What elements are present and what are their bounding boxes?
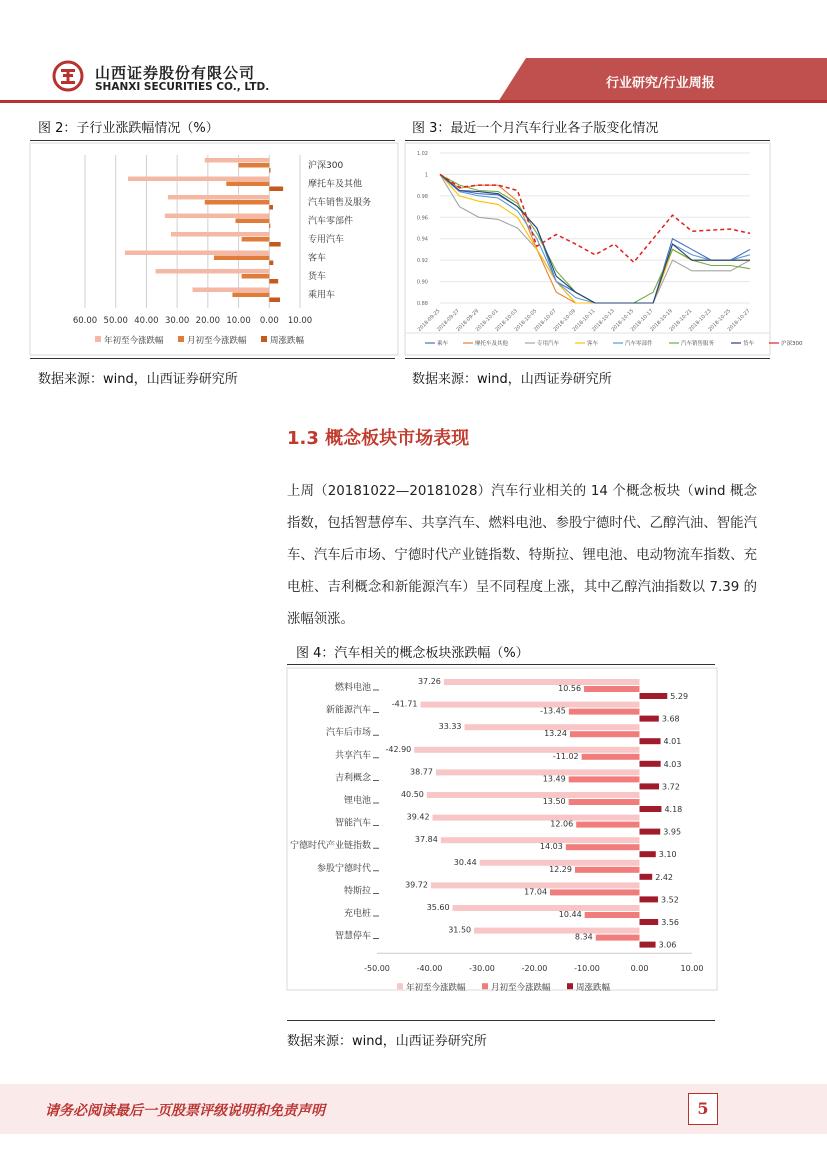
figure4-bar xyxy=(584,686,639,692)
figure2-legend-label: 周涨跌幅 xyxy=(270,336,305,346)
figure3-y-tick: 0.96 xyxy=(416,215,428,222)
figure3-bottom-rule xyxy=(405,358,770,359)
figure4-category-label: 燃料电池 xyxy=(334,683,371,693)
figure3-legend-label: 汽车销售服务 xyxy=(681,341,715,347)
figure2-x-tick: 10.00 xyxy=(226,316,251,326)
figure3-x-tick: 2018-10-05 xyxy=(513,308,539,333)
figure4-bar xyxy=(640,806,662,812)
figure4-data-label: 3.10 xyxy=(658,850,677,860)
figure4-bar xyxy=(427,792,640,798)
figure4-bar xyxy=(421,702,640,708)
figure3-x-tick: 2018-10-11 xyxy=(571,308,597,333)
figure4-bar xyxy=(640,716,659,722)
figure3-x-tick: 2018-09-29 xyxy=(455,308,481,333)
company-name-cn: 山西证券股份有限公司 xyxy=(95,64,256,82)
figure2-bar xyxy=(193,288,270,293)
figure4-bar xyxy=(640,693,668,699)
figure4-data-label: 12.29 xyxy=(549,864,572,874)
figure3-chart xyxy=(405,143,803,355)
figure2-legend-swatch xyxy=(261,336,267,342)
figure4-x-tick: 0.00 xyxy=(630,964,649,974)
figure2-bar xyxy=(214,256,269,261)
figure2-bar xyxy=(239,163,270,168)
figure4-bar xyxy=(570,731,640,737)
figure3-x-tick: 2018-10-27 xyxy=(726,308,752,333)
figure4-data-label: -41.71 xyxy=(391,699,418,709)
figure4-category-label: 汽车后市场 xyxy=(325,728,371,739)
figure2-x-tick: 50.00 xyxy=(103,316,128,326)
figure2-bar xyxy=(128,177,269,182)
figure4-bar xyxy=(550,889,639,895)
figure4-bar xyxy=(640,829,661,835)
figure4-data-label: 4.01 xyxy=(663,737,682,747)
figure3-y-tick: 0.92 xyxy=(416,258,428,265)
figure4-bar xyxy=(569,709,640,715)
figure4-bar xyxy=(640,896,658,902)
figure3-legend-label: 货车 xyxy=(743,341,755,347)
figure2-x-tick: 10.00 xyxy=(287,316,313,326)
figure4-bar xyxy=(436,769,640,775)
figure3-y-tick: 0.98 xyxy=(416,193,428,200)
figure2-legend-swatch xyxy=(95,336,101,342)
figure3-legend-label: 汽车零部件 xyxy=(625,341,653,347)
figure4-bar xyxy=(585,912,640,918)
figure4-category-label: 充电桩 xyxy=(343,909,371,919)
figure4-legend-label: 周涨跌幅 xyxy=(576,983,611,994)
figure4-x-tick: 10.00 xyxy=(680,964,704,974)
figure4-data-label: 3.95 xyxy=(663,827,682,837)
figure4-data-label: -42.90 xyxy=(385,744,412,754)
figure4-data-label: 3.06 xyxy=(658,940,677,950)
figure4-bar xyxy=(640,761,661,767)
figure4-category-label: 智慧停车 xyxy=(334,931,371,942)
figure4-data-label: 3.72 xyxy=(662,782,680,792)
figure2-bar xyxy=(236,219,270,224)
figure2-bottom-rule xyxy=(30,358,395,359)
figure2-bar xyxy=(168,195,269,200)
figure3-x-tick: 2018-10-15 xyxy=(610,308,636,333)
figure4-data-label: 12.06 xyxy=(550,819,574,829)
figure2-x-tick: 0.00 xyxy=(259,316,279,326)
figure2-category-label: 货车 xyxy=(308,272,327,282)
figure4-category-label: 宁德时代产业链指数 xyxy=(289,841,371,852)
figure4-bottom-rule xyxy=(287,1020,715,1021)
figure4-legend-label: 年初至今涨跌幅 xyxy=(406,983,466,994)
figure4-bar xyxy=(596,935,640,941)
figure4-category-label: 吉利概念 xyxy=(334,773,371,784)
figure4-data-label: 13.50 xyxy=(542,797,566,806)
figure4-title: 图 4：汽车相关的概念板块涨跌幅（%） xyxy=(296,646,529,661)
figure2-bar xyxy=(269,168,270,173)
figure3-x-tick: 2018-10-09 xyxy=(552,308,578,333)
figure3-x-tick: 2018-10-01 xyxy=(474,308,500,333)
figure4-data-label: 17.04 xyxy=(524,887,548,897)
figure2-x-tick: 30.00 xyxy=(164,316,190,326)
figure4-data-label: -13.45 xyxy=(540,706,566,716)
figure2-legend-label: 月初至今涨跌幅 xyxy=(187,336,247,346)
figure2-category-label: 乘用车 xyxy=(308,290,336,301)
figure2-x-tick: 40.00 xyxy=(134,316,159,326)
figure3-legend-label: 摩托车及其他 xyxy=(475,341,509,347)
figure4-top-rule xyxy=(287,664,715,665)
figure4-legend-swatch xyxy=(397,983,403,989)
figure4-data-label: 10.56 xyxy=(558,684,582,693)
figure4-bar xyxy=(575,867,640,873)
figure2-bar xyxy=(171,232,269,237)
figure4-x-tick: -50.00 xyxy=(364,964,390,974)
figure4-bar xyxy=(640,738,661,744)
figure4-bar xyxy=(640,919,659,925)
figure2-bar xyxy=(269,205,273,210)
figure4-data-label: 39.42 xyxy=(406,812,430,822)
figure4-data-label: 3.52 xyxy=(660,895,679,905)
figure4-data-label: 30.44 xyxy=(453,857,477,867)
figure3-source: 数据来源：wind，山西证券研究所 xyxy=(412,372,612,387)
figure4-bar xyxy=(640,874,653,880)
figure4-x-tick: -30.00 xyxy=(469,964,495,974)
figure4-data-label: 3.68 xyxy=(661,714,680,724)
figure3-legend-label: 乘车 xyxy=(437,341,449,347)
figure4-legend-swatch xyxy=(567,983,573,989)
figure4-data-label: 37.26 xyxy=(417,677,441,686)
figure3-x-tick: 2018-10-19 xyxy=(649,308,674,333)
figure4-data-label: 40.50 xyxy=(400,790,424,799)
figure2-legend-label: 年初至今涨跌幅 xyxy=(104,336,164,346)
figure2-source: 数据来源：wind，山西证券研究所 xyxy=(38,372,238,387)
figure4-category-label: 特斯拉 xyxy=(343,886,371,897)
figure4-data-label: 35.60 xyxy=(426,903,450,912)
figure2-category-label: 摩托车及其他 xyxy=(308,179,363,190)
page-number: 5 xyxy=(688,1093,718,1125)
figure4-data-label: 37.84 xyxy=(414,835,438,845)
company-logo-icon xyxy=(52,60,84,92)
figure2-bar xyxy=(242,274,270,279)
figure4-data-label: 31.50 xyxy=(448,925,472,935)
figure4-category-label: 新能源汽车 xyxy=(325,705,371,716)
figure4-bar xyxy=(569,776,640,782)
figure3-x-tick: 2018-10-21 xyxy=(668,308,694,333)
figure3-y-tick: 0.90 xyxy=(416,279,428,286)
figure4-data-label: 10.44 xyxy=(558,910,582,919)
company-name-en: SHANXI SECURITIES CO., LTD. xyxy=(95,81,270,93)
figure4-x-tick: -20.00 xyxy=(521,964,548,974)
figure2-bar xyxy=(205,200,269,205)
figure3-y-tick: 0.88 xyxy=(416,301,428,307)
figure4-bar xyxy=(569,799,640,805)
figure4-data-label: 4.18 xyxy=(664,805,683,814)
figure4-bar xyxy=(566,844,640,850)
figure2-bar xyxy=(269,187,283,192)
figure4-data-label: 2.42 xyxy=(655,872,674,882)
figure3-title: 图 3：最近一个月汽车行业各子版变化情况 xyxy=(412,121,659,136)
figure2-bar xyxy=(125,251,269,256)
figure3-y-tick: 1.02 xyxy=(416,151,428,157)
figure2-bar xyxy=(269,242,280,247)
figure4-category-label: 锂电池 xyxy=(343,796,371,806)
figure3-legend-label: 客车 xyxy=(587,341,599,347)
figure3-legend-label: 沪深300 xyxy=(781,341,803,347)
figure3-x-tick: 2018-09-27 xyxy=(435,308,461,333)
footer-disclaimer: 请务必阅读最后一页股票评级说明和免责声明 xyxy=(45,1103,325,1119)
figure4-category-label: 智能汽车 xyxy=(334,818,371,829)
figure3-x-tick: 2018-10-03 xyxy=(494,308,519,333)
figure2-category-label: 专用汽车 xyxy=(308,235,345,245)
figure4-data-label: 38.77 xyxy=(410,767,433,777)
figure3-x-tick: 2018-10-23 xyxy=(687,308,713,333)
figure4-bar xyxy=(640,851,656,857)
report-type-label: 行业研究/行业周报 xyxy=(606,76,715,91)
header-divider xyxy=(0,100,827,103)
figure3-top-rule xyxy=(405,140,770,141)
figure4-bar xyxy=(640,783,660,789)
figure2-bar xyxy=(165,214,269,219)
figure4-legend-swatch xyxy=(482,983,488,989)
figure4-data-label: 13.49 xyxy=(542,774,566,784)
section-paragraph: 上周（20181022—20181028）汽车行业相关的 14 个概念板块（wind 概念指数，包括智慧停车、共享汽车、燃料电池、参股宁德时代、乙醇汽油、智能汽车、汽车后市场、宁德时代产业链指数、特斯拉、锂电池、电动物流车指数、充电桩、吉利概念和新能源汽车）呈不同程度上涨，其中乙醇汽油指数以 7.39 的涨幅领涨。 xyxy=(287,484,757,627)
figure4-category-label: 参股宁德时代 xyxy=(316,863,371,874)
figure2-category-label: 沪深300 xyxy=(308,161,344,171)
section-body xyxy=(287,476,757,636)
figure2-legend-swatch xyxy=(178,336,184,342)
figure2-x-tick: 20.00 xyxy=(195,316,221,326)
figure2-bar xyxy=(269,279,278,284)
figure3-y-tick: 0.94 xyxy=(416,236,428,243)
figure2-category-label: 汽车零部件 xyxy=(308,216,354,227)
figure4-source: 数据来源：wind，山西证券研究所 xyxy=(287,1034,487,1049)
section-title: 1.3 概念板块市场表现 xyxy=(287,428,470,449)
figure4-data-label: 4.03 xyxy=(663,759,682,769)
figure4-x-tick: -10.00 xyxy=(574,964,600,974)
figure4-bar xyxy=(474,928,639,934)
figure2-bar xyxy=(156,269,270,274)
figure2-category-label: 汽车销售及服务 xyxy=(308,198,372,208)
figure4-bar xyxy=(576,822,639,828)
figure2-bar xyxy=(269,298,280,303)
figure4-bar xyxy=(453,905,640,911)
figure3-x-tick: 2018-10-13 xyxy=(590,308,616,333)
figure2-title: 图 2：子行业涨跌幅情况（%） xyxy=(38,121,219,136)
figure3-x-tick: 2018-10-25 xyxy=(707,308,733,333)
figure4-data-label: -11.02 xyxy=(552,751,579,761)
figure2-chart xyxy=(30,143,398,355)
figure2-bar xyxy=(232,293,269,298)
figure2-bar xyxy=(226,182,269,187)
figure2-bar xyxy=(269,224,270,229)
figure4-chart xyxy=(287,668,717,994)
figure2-bar xyxy=(242,237,270,242)
figure3-legend-label: 专用汽车 xyxy=(537,341,560,347)
figure4-x-tick: -40.00 xyxy=(416,964,443,974)
figure3-x-tick: 2018-10-17 xyxy=(629,308,655,333)
figure4-data-label: 14.03 xyxy=(539,842,563,852)
figure2-bar xyxy=(205,158,269,163)
figure4-bar xyxy=(414,747,639,753)
figure3-x-tick: 2018-09-25 xyxy=(416,308,442,333)
figure4-data-label: 3.56 xyxy=(661,918,680,927)
figure4-data-label: 5.29 xyxy=(670,692,689,701)
figure4-category-label: 共享汽车 xyxy=(334,750,371,761)
figure2-top-rule xyxy=(30,140,395,141)
figure3-y-tick: 1 xyxy=(424,172,428,179)
figure3-x-tick: 2018-10-07 xyxy=(532,308,558,333)
figure2-x-tick: 60.00 xyxy=(72,316,98,326)
figure2-category-label: 客车 xyxy=(308,253,327,264)
figure4-data-label: 39.72 xyxy=(405,880,428,890)
figure4-data-label: 8.34 xyxy=(574,932,593,942)
figure4-data-label: 33.33 xyxy=(438,722,462,732)
figure4-bar xyxy=(433,815,640,821)
figure4-bar xyxy=(582,754,640,760)
figure4-legend-label: 月初至今涨跌幅 xyxy=(491,983,551,994)
figure4-bar xyxy=(444,679,640,685)
figure4-bar xyxy=(640,942,656,948)
figure4-data-label: 13.24 xyxy=(544,729,567,739)
figure2-bar xyxy=(269,261,273,266)
